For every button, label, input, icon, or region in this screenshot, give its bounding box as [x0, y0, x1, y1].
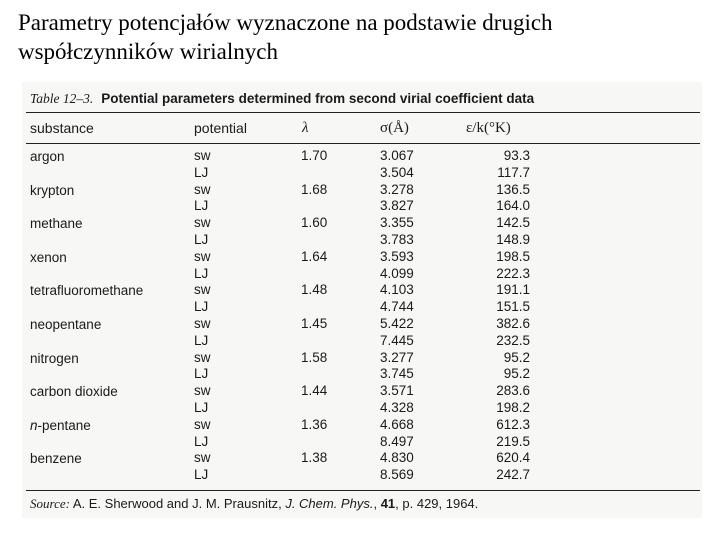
epsilon-cell: 219.5: [496, 433, 530, 449]
potential-cell: LJ: [194, 198, 209, 214]
potential-cell: LJ: [194, 399, 209, 415]
sigma-cell: 4.668: [380, 416, 414, 432]
sigma-cell: 8.497: [380, 433, 414, 449]
table-row: [22, 182, 702, 216]
bottom-rule: [26, 490, 700, 491]
sigma-cell: 4.328: [380, 399, 414, 415]
sigma-cell: 3.504: [380, 164, 414, 180]
lambda-cell: 1.36: [301, 416, 328, 432]
substance-cell: carbon dioxide: [30, 384, 118, 400]
epsilon-cell: 151.5: [496, 299, 530, 315]
sigma-cell: 3.827: [380, 198, 414, 214]
epsilon-cell: 198.5: [496, 248, 530, 264]
header-rule: [26, 143, 700, 144]
potential-cell: sw: [194, 148, 211, 163]
sigma-cell: 3.067: [380, 148, 414, 163]
sigma-cell: 3.593: [380, 248, 414, 264]
top-rule: [26, 112, 700, 113]
epsilon-cell: 148.9: [496, 231, 530, 247]
epsilon-cell: 93.3: [503, 148, 530, 163]
slide-title-line-1: Parametry potencjałów wyznaczone na podstawie drugich: [18, 10, 553, 35]
potential-cell: sw: [194, 181, 211, 197]
potential-parameters-table: [22, 82, 702, 518]
epsilon-cell: 198.2: [496, 399, 530, 415]
table-row: [22, 249, 702, 283]
table-row: [22, 316, 702, 350]
header-lambda: λ: [302, 120, 309, 136]
potential-cell: sw: [194, 282, 211, 298]
potential-cell: LJ: [194, 332, 209, 348]
substance-cell: xenon: [30, 249, 67, 265]
epsilon-cell: 222.3: [496, 265, 530, 281]
lambda-cell: 1.60: [301, 215, 328, 231]
lambda-cell: 1.64: [301, 248, 328, 264]
epsilon-cell: 95.2: [503, 366, 530, 382]
potential-cell: LJ: [194, 164, 209, 180]
sigma-cell: 4.744: [380, 299, 414, 315]
sigma-cell: 4.830: [380, 450, 414, 466]
sigma-cell: 7.445: [380, 332, 414, 348]
potential-cell: LJ: [194, 433, 209, 449]
source-label: Source:: [30, 496, 70, 511]
table-row: [22, 417, 702, 451]
potential-cell: sw: [194, 215, 211, 231]
epsilon-cell: 620.4: [496, 450, 530, 466]
lambda-cell: 1.44: [301, 383, 328, 399]
epsilon-cell: 95.2: [503, 349, 530, 365]
table-source: Source: A. E. Sherwood and J. M. Prausnitz, J. Chem. Phys., 41, p. 429, 1964.: [30, 496, 479, 511]
epsilon-cell: 242.7: [496, 467, 530, 483]
table-row: [22, 350, 702, 384]
substance-cell: nitrogen: [30, 350, 79, 366]
sigma-cell: 4.099: [380, 265, 414, 281]
epsilon-cell: 612.3: [496, 416, 530, 432]
epsilon-cell: 136.5: [496, 181, 530, 197]
potential-cell: sw: [194, 349, 211, 365]
table-row: [22, 282, 702, 316]
potential-cell: LJ: [194, 467, 209, 483]
substance-cell: methane: [30, 216, 83, 232]
table-caption-text: Potential parameters determined from second virial coefficient data: [101, 91, 535, 106]
header-epsilon: ε/k(°K): [466, 120, 511, 136]
substance-cell: n-pentane: [30, 417, 91, 433]
epsilon-cell: 382.6: [496, 315, 530, 331]
substance-cell: tetrafluoromethane: [30, 283, 144, 299]
potential-cell: LJ: [194, 265, 209, 281]
sigma-cell: 3.783: [380, 231, 414, 247]
sigma-cell: 3.277: [380, 349, 414, 365]
epsilon-cell: 142.5: [496, 215, 530, 231]
table-row: [22, 215, 702, 249]
sigma-cell: 3.355: [380, 215, 414, 231]
potential-cell: sw: [194, 416, 211, 432]
table-caption: [30, 91, 534, 107]
source-journal: J. Chem. Phys.: [285, 496, 374, 511]
sigma-cell: 3.278: [380, 181, 414, 197]
table-row: [22, 148, 702, 182]
source-rest: , p. 429, 1964.: [395, 496, 479, 511]
source-authors: A. E. Sherwood and J. M. Prausnitz,: [72, 496, 282, 511]
potential-cell: LJ: [194, 231, 209, 247]
lambda-cell: 1.70: [301, 148, 328, 163]
slide-title: [18, 8, 698, 66]
potential-cell: sw: [194, 450, 211, 466]
substance-cell: argon: [30, 149, 65, 164]
sigma-cell: 8.569: [380, 467, 414, 483]
substance-cell: neopentane: [30, 316, 102, 332]
table-row: [22, 450, 702, 484]
epsilon-cell: 191.1: [496, 282, 530, 298]
substance-cell: benzene: [30, 451, 82, 467]
header-substance: substance: [30, 120, 94, 136]
epsilon-cell: 283.6: [496, 383, 530, 399]
source-volume: 41: [380, 496, 396, 511]
lambda-cell: 1.68: [301, 181, 328, 197]
table-caption-number: Table 12–3.: [30, 91, 94, 106]
potential-cell: LJ: [194, 366, 209, 382]
header-potential: potential: [194, 120, 247, 136]
potential-cell: LJ: [194, 299, 209, 315]
lambda-cell: 1.45: [301, 315, 328, 331]
epsilon-cell: 232.5: [496, 332, 530, 348]
substance-cell: krypton: [30, 182, 75, 198]
table-row: [22, 383, 702, 417]
epsilon-cell: 117.7: [497, 164, 530, 180]
lambda-cell: 1.58: [301, 349, 328, 365]
lambda-cell: 1.48: [301, 282, 328, 298]
sigma-cell: 5.422: [380, 315, 414, 331]
potential-cell: sw: [194, 383, 211, 399]
header-sigma: σ(Å): [380, 120, 409, 136]
sigma-cell: 4.103: [380, 282, 414, 298]
potential-cell: sw: [194, 248, 211, 264]
slide-title-line-2: współczynników wirialnych: [18, 39, 278, 64]
sigma-cell: 3.745: [380, 366, 414, 382]
epsilon-cell: 164.0: [496, 198, 530, 214]
lambda-cell: 1.38: [301, 450, 328, 466]
potential-cell: sw: [194, 315, 211, 331]
table-body: [22, 148, 702, 484]
sigma-cell: 3.571: [380, 383, 414, 399]
